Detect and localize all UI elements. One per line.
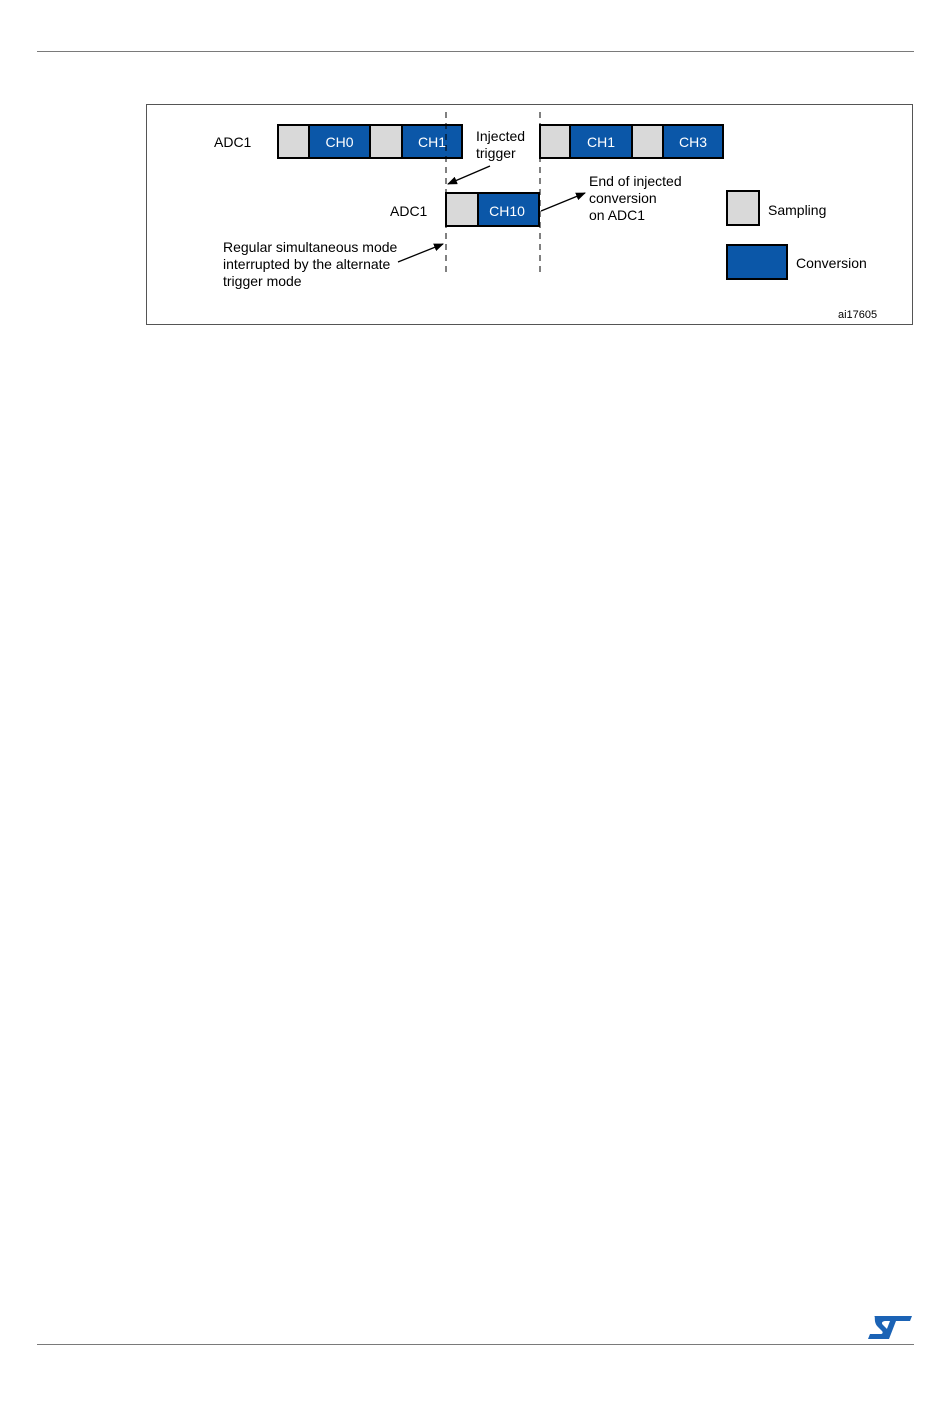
cell-label-ch1-second: CH1 <box>586 134 616 150</box>
injected-trigger-label-line1: Injected <box>476 128 526 144</box>
sampling-cell <box>632 125 663 158</box>
sampling-cell <box>278 125 309 158</box>
end-of-injected-label-line1: End of injected <box>589 173 682 189</box>
regular-mode-note-line2: interrupted by the alternate <box>223 256 391 272</box>
regular-mode-note-line3: trigger mode <box>223 273 302 289</box>
cell-label-ch10: CH10 <box>489 203 525 219</box>
timing-diagram <box>0 0 950 340</box>
figure-id: ai17605 <box>838 309 878 321</box>
sampling-cell <box>370 125 402 158</box>
legend-sampling-swatch <box>727 191 759 225</box>
cell-label-ch3: CH3 <box>678 134 708 150</box>
adc1-row1-label: ADC1 <box>214 134 252 150</box>
sampling-cell <box>540 125 570 158</box>
sampling-cell <box>446 193 478 226</box>
legend-conversion-label: Conversion <box>796 255 867 271</box>
regular-mode-arrow <box>398 244 443 262</box>
end-of-injected-label-line2: conversion <box>589 190 657 206</box>
legend-conversion-swatch <box>727 245 787 279</box>
footer-rule <box>37 1344 914 1345</box>
adc1-regular-block-1 <box>278 125 462 158</box>
end-of-injected-arrow <box>541 193 585 211</box>
st-logo <box>866 1313 914 1341</box>
adc1-regular-block-2 <box>540 125 723 158</box>
adc1-injected-block <box>446 193 539 226</box>
cell-label-ch0: CH0 <box>325 134 354 150</box>
injected-trigger-arrow <box>448 166 490 184</box>
cell-label-ch1: CH1 <box>417 134 447 150</box>
regular-mode-note-line1: Regular simultaneous mode <box>223 239 398 255</box>
injected-trigger-label-line2: trigger <box>476 145 516 161</box>
legend-sampling-label: Sampling <box>768 202 827 218</box>
legend <box>727 191 867 279</box>
adc1-row2-label: ADC1 <box>390 203 428 219</box>
end-of-injected-label-line3: on ADC1 <box>589 207 646 223</box>
